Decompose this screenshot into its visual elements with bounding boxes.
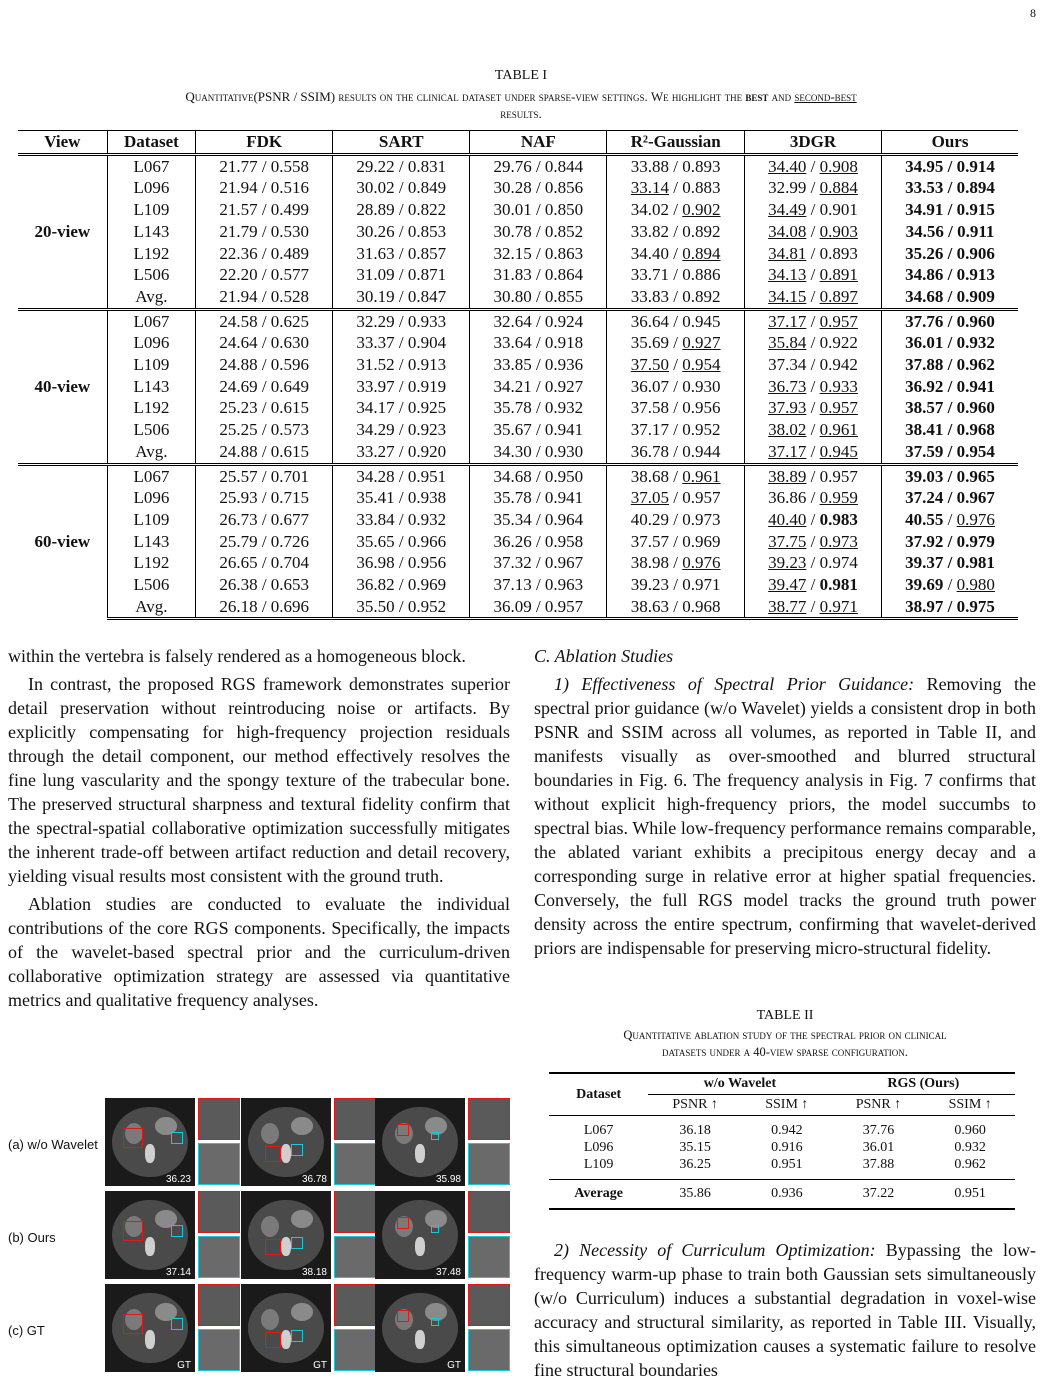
metric-cell: 34.08 / 0.903 <box>744 221 881 243</box>
metric-cell: 40.55 / 0.976 <box>882 509 1018 531</box>
metric-cell: 25.23 / 0.615 <box>196 397 333 419</box>
metric-cell: 38.68 / 0.961 <box>607 464 745 487</box>
metric-cell: 21.57 / 0.499 <box>196 199 333 221</box>
zoom-crop-red <box>334 1284 376 1326</box>
metric-cell: 34.13 / 0.891 <box>744 264 881 286</box>
metric-cell: 38.98 / 0.976 <box>607 552 745 574</box>
metric-cell: 38.77 / 0.971 <box>744 596 881 619</box>
table1-header-5: R²-Gaussian <box>607 131 745 155</box>
table2-row <box>549 1139 1015 1156</box>
dataset-cell: Avg. <box>135 286 168 306</box>
zoom-crop-red <box>198 1284 240 1326</box>
zoom-crop-red <box>468 1098 510 1140</box>
metric-cell: 26.73 / 0.677 <box>196 509 333 531</box>
metric-cell: 34.15 / 0.897 <box>744 286 881 309</box>
t2-metric-cell: 0.951 <box>771 1157 803 1172</box>
table1-header-row <box>18 131 1018 155</box>
metric-cell: 35.67 / 0.941 <box>470 419 607 441</box>
t2-metric-cell: 37.88 <box>862 1157 895 1172</box>
metric-cell: 24.64 / 0.630 <box>196 332 333 354</box>
table1-row <box>18 419 1018 441</box>
metric-cell: 34.02 / 0.902 <box>607 199 745 221</box>
metric-cell: 35.26 / 0.906 <box>882 243 1018 265</box>
dataset-cell: L067 <box>107 154 196 177</box>
table1-row <box>18 309 1018 332</box>
sub2-paragraph: 2) Necessity of Curriculum Optimization: Bypassing the low-frequency warm-up phase to train both Gaussian sets simultaneously (w/o Curriculum) induces a substantial degradation in voxel-wise accuracy and structural similarity, as reported in Table III. Visually, this simultaneous optimization causes a systematic failure to resolve fine structural boundaries <box>534 1240 1036 1380</box>
metric-cell: 33.64 / 0.918 <box>470 332 607 354</box>
table1-caption: Quantitative(PSNR / SSIM) results on the clinical dataset under sparse-view settings. We highlight the best and second-best results. <box>185 89 857 121</box>
section-heading: C. Ablation Studies <box>534 646 674 666</box>
figure-row-label: (b) Ours <box>8 1230 56 1245</box>
left-p2: In contrast, the proposed RGS framework demonstrates superior detail preservation without reintroducing noise or artifacts. By explicitly compensating for high-frequency projection residuals through the detail component, our method effectively resolves the fine lung vascularity and the spongy texture of the trabecular bone. The preserved structural sharpness and textural fidelity confirm that the spectral-spatial collaborative optimization successfully mitigates the inherent trade-off between artifact reduction and detail recovery, yielding visual results most consistent with the ground truth. <box>8 674 510 886</box>
right-column <box>534 644 1036 960</box>
metric-cell: 35.50 / 0.952 <box>333 596 470 619</box>
metric-cell: 37.32 / 0.967 <box>470 552 607 574</box>
table2-row <box>549 1116 1015 1140</box>
metric-cell: 36.92 / 0.941 <box>882 376 1018 398</box>
psnr-value-label: GT <box>313 1360 327 1371</box>
view-label: 40-view <box>18 309 107 464</box>
metric-cell: 40.29 / 0.973 <box>607 509 745 531</box>
dataset-cell: L109 <box>133 200 170 220</box>
metric-cell: 33.14 / 0.883 <box>607 177 745 199</box>
metric-cell: 35.65 / 0.966 <box>333 531 470 553</box>
table1-row <box>18 286 1018 309</box>
metric-cell: 31.83 / 0.864 <box>470 264 607 286</box>
t2-metric-cell: 35.15 <box>679 1140 711 1155</box>
metric-cell: 30.78 / 0.852 <box>470 221 607 243</box>
t2-metric-cell: 36.18 <box>679 1123 711 1138</box>
t2-group-rgs: RGS (Ours) <box>832 1073 1015 1095</box>
metric-cell: 37.13 / 0.963 <box>470 574 607 596</box>
metric-cell: 26.18 / 0.696 <box>196 596 333 619</box>
table1-row <box>18 464 1018 487</box>
psnr-value-label: GT <box>447 1360 461 1371</box>
figure-row-label: (a) w/o Wavelet <box>8 1137 98 1152</box>
t2-group-wavelet: w/o Wavelet <box>648 1073 831 1095</box>
metric-cell: 21.77 / 0.558 <box>196 154 333 177</box>
metric-cell: 36.78 / 0.944 <box>607 441 745 464</box>
metric-cell: 35.69 / 0.927 <box>607 332 745 354</box>
ct-slice-image <box>241 1098 331 1186</box>
metric-cell: 34.91 / 0.915 <box>882 199 1018 221</box>
left-p1: within the vertebra is falsely rendered as a homogeneous block. <box>8 646 466 666</box>
left-p3: Ablation studies are conducted to evaluate the individual contributions of the core RGS components. Specifically, the impacts of the wavelet-based spectral prior and the curriculum-driven collaborative optimization strategy are assessed via quantitative metrics and qualitative frequency analyses. <box>8 894 510 1010</box>
metric-cell: 34.68 / 0.950 <box>470 464 607 487</box>
metric-cell: 37.05 / 0.957 <box>607 487 745 509</box>
metric-cell: 34.68 / 0.909 <box>882 286 1018 309</box>
metric-cell: 24.69 / 0.649 <box>196 376 333 398</box>
metric-cell: 33.82 / 0.892 <box>607 221 745 243</box>
zoom-crop-cyan <box>198 1236 240 1278</box>
zoom-crop-cyan <box>334 1329 376 1371</box>
zoom-crop-cyan <box>198 1329 240 1371</box>
table1-header-4: NAF <box>470 131 607 155</box>
view-label: 20-view <box>18 154 107 309</box>
metric-cell: 38.02 / 0.961 <box>744 419 881 441</box>
metric-cell: 30.01 / 0.850 <box>470 199 607 221</box>
zoom-crop-cyan <box>468 1236 510 1278</box>
metric-cell: 24.88 / 0.596 <box>196 354 333 376</box>
metric-cell: 25.93 / 0.715 <box>196 487 333 509</box>
metric-cell: 33.53 / 0.894 <box>882 177 1018 199</box>
metric-cell: 33.84 / 0.932 <box>333 509 470 531</box>
dataset-cell: L192 <box>133 398 170 418</box>
dataset-cell: L096 <box>133 333 170 353</box>
ct-slice-image <box>105 1098 195 1186</box>
t2-avg-3: 37.22 <box>862 1186 895 1201</box>
zoom-crop-cyan <box>198 1143 240 1185</box>
dataset-cell: L192 <box>133 243 170 263</box>
t2-avg-label: Average <box>574 1186 623 1201</box>
psnr-value-label: 36.23 <box>165 1174 191 1185</box>
zoom-crop-cyan <box>468 1143 510 1185</box>
metric-cell: 30.02 / 0.849 <box>333 177 470 199</box>
ct-slice-image <box>241 1191 331 1279</box>
psnr-value-label: 37.48 <box>435 1267 461 1278</box>
metric-cell: 37.17 / 0.945 <box>744 441 881 464</box>
metric-cell: 22.36 / 0.489 <box>196 243 333 265</box>
t2-sub-0: PSNR ↑ <box>672 1097 718 1112</box>
table1-label: TABLE I <box>494 68 548 83</box>
metric-cell: 34.95 / 0.914 <box>882 154 1018 177</box>
metric-cell: 33.71 / 0.886 <box>607 264 745 286</box>
metric-cell: 26.38 / 0.653 <box>196 574 333 596</box>
table1-header-1: Dataset <box>107 131 196 155</box>
table1-row <box>18 221 1018 243</box>
metric-cell: 39.69 / 0.980 <box>882 574 1018 596</box>
metric-cell: 32.99 / 0.884 <box>744 177 881 199</box>
table2-caption: Quantitative ablation study of the spectral prior on clinical datasets under a 40-view sparse configuration. <box>623 1028 947 1059</box>
metric-cell: 25.57 / 0.701 <box>196 464 333 487</box>
metric-cell: 36.09 / 0.957 <box>470 596 607 619</box>
sub1-paragraph: 1) Effectiveness of Spectral Prior Guidance: Removing the spectral prior guidance (w/o Wavelet) yields a consistent drop in both PSNR and SSIM across all volumes, as reported in Table II, and manifests visually as over-smoothed and blurred structural boundaries in Fig. 6. The frequency analysis in Fig. 7 confirms that without explicit high-frequency priors, the model succumbs to spectral bias. While low-frequency performance remains comparable, the ablated variant exhibits a precipitous energy decay and a corresponding surge in relative error at higher spatial frequencies. Conversely, the full RGS model tracks the ground truth power density across the entire spectrum, confirming that wavelet-derived priors are indispensable for preserving micro-structural fidelity. <box>534 674 1036 958</box>
metric-cell: 34.56 / 0.911 <box>882 221 1018 243</box>
dataset-cell: L096 <box>133 488 170 508</box>
table1-row <box>18 509 1018 531</box>
table1-row <box>18 487 1018 509</box>
metric-cell: 21.79 / 0.530 <box>196 221 333 243</box>
t2-metric-cell: 36.01 <box>862 1140 895 1155</box>
table1-row <box>18 332 1018 354</box>
ct-slice-image <box>241 1284 331 1372</box>
metric-cell: 34.17 / 0.925 <box>333 397 470 419</box>
psnr-value-label: 36.78 <box>301 1174 327 1185</box>
ablation-table <box>549 1072 1015 1210</box>
results-table <box>18 130 1018 620</box>
ct-slice-image <box>105 1191 195 1279</box>
t2-metric-cell: 0.916 <box>771 1140 803 1155</box>
t2-metric-cell: 0.942 <box>771 1123 803 1138</box>
metric-cell: 39.03 / 0.965 <box>882 464 1018 487</box>
table1-row <box>18 264 1018 286</box>
zoom-crop-cyan <box>334 1236 376 1278</box>
metric-cell: 31.52 / 0.913 <box>333 354 470 376</box>
metric-cell: 38.57 / 0.960 <box>882 397 1018 419</box>
metric-cell: 25.25 / 0.573 <box>196 419 333 441</box>
metric-cell: 35.78 / 0.941 <box>470 487 607 509</box>
metric-cell: 32.15 / 0.863 <box>470 243 607 265</box>
zoom-crop-red <box>468 1191 510 1233</box>
dataset-cell: L096 <box>133 178 170 198</box>
psnr-value-label: GT <box>177 1360 191 1371</box>
metric-cell: 36.86 / 0.959 <box>744 487 881 509</box>
table1-row <box>18 441 1018 464</box>
metric-cell: 34.40 / 0.908 <box>744 154 881 177</box>
t2-metric-cell: 36.25 <box>679 1157 711 1172</box>
metric-cell: 36.98 / 0.956 <box>333 552 470 574</box>
table1-row <box>18 154 1018 177</box>
table1-row <box>18 574 1018 596</box>
metric-cell: 35.41 / 0.938 <box>333 487 470 509</box>
table1-header-3: SART <box>333 131 470 155</box>
metric-cell: 39.47 / 0.981 <box>744 574 881 596</box>
table1-header-2: FDK <box>196 131 333 155</box>
metric-cell: 36.73 / 0.933 <box>744 376 881 398</box>
metric-cell: 37.34 / 0.942 <box>744 354 881 376</box>
ct-slice-image <box>375 1284 465 1372</box>
metric-cell: 31.09 / 0.871 <box>333 264 470 286</box>
t2-sub-3: SSIM ↑ <box>948 1097 992 1112</box>
metric-cell: 37.92 / 0.979 <box>882 531 1018 553</box>
metric-cell: 37.17 / 0.952 <box>607 419 745 441</box>
dataset-cell: L109 <box>133 509 170 529</box>
metric-cell: 38.89 / 0.957 <box>744 464 881 487</box>
metric-cell: 24.58 / 0.625 <box>196 309 333 332</box>
metric-cell: 36.07 / 0.930 <box>607 376 745 398</box>
table1-row <box>18 376 1018 398</box>
metric-cell: 33.83 / 0.892 <box>607 286 745 309</box>
metric-cell: 31.63 / 0.857 <box>333 243 470 265</box>
metric-cell: 38.63 / 0.968 <box>607 596 745 619</box>
table1-row <box>18 199 1018 221</box>
metric-cell: 37.76 / 0.960 <box>882 309 1018 332</box>
page-number: 8 <box>1030 6 1036 20</box>
figure-row-label: (c) GT <box>8 1323 45 1338</box>
metric-cell: 37.24 / 0.967 <box>882 487 1018 509</box>
metric-cell: 32.29 / 0.933 <box>333 309 470 332</box>
t2-avg-4: 0.951 <box>954 1186 986 1201</box>
table1-row <box>18 177 1018 199</box>
view-label: 60-view <box>18 464 107 619</box>
metric-cell: 33.37 / 0.904 <box>333 332 470 354</box>
metric-cell: 38.97 / 0.975 <box>882 596 1018 619</box>
metric-cell: 37.58 / 0.956 <box>607 397 745 419</box>
zoom-crop-cyan <box>468 1329 510 1371</box>
metric-cell: 33.85 / 0.936 <box>470 354 607 376</box>
figure-6 <box>0 1098 520 1388</box>
metric-cell: 28.89 / 0.822 <box>333 199 470 221</box>
metric-cell: 37.93 / 0.957 <box>744 397 881 419</box>
left-column <box>8 644 510 1012</box>
table1-row <box>18 354 1018 376</box>
psnr-value-label: 35.98 <box>435 1174 461 1185</box>
dataset-cell: Avg. <box>107 596 196 619</box>
table1-header-6: 3DGR <box>744 131 881 155</box>
ct-slice-image <box>105 1284 195 1372</box>
metric-cell: 37.59 / 0.954 <box>882 441 1018 464</box>
metric-cell: 33.27 / 0.920 <box>333 441 470 464</box>
t2-metric-cell: 0.962 <box>954 1157 986 1172</box>
metric-cell: 34.81 / 0.893 <box>744 243 881 265</box>
metric-cell: 26.65 / 0.704 <box>196 552 333 574</box>
table1-header-0: View <box>18 131 107 155</box>
zoom-crop-red <box>198 1098 240 1140</box>
metric-cell: 34.49 / 0.901 <box>744 199 881 221</box>
metric-cell: 34.86 / 0.913 <box>882 264 1018 286</box>
metric-cell: 36.64 / 0.945 <box>607 309 745 332</box>
dataset-cell: L192 <box>133 553 170 573</box>
psnr-value-label: 37.14 <box>165 1267 191 1278</box>
metric-cell: 37.17 / 0.957 <box>744 309 881 332</box>
metric-cell: 34.40 / 0.894 <box>607 243 745 265</box>
metric-cell: 34.28 / 0.951 <box>333 464 470 487</box>
metric-cell: 21.94 / 0.516 <box>196 177 333 199</box>
metric-cell: 30.28 / 0.856 <box>470 177 607 199</box>
psnr-value-label: 38.18 <box>301 1267 327 1278</box>
zoom-crop-red <box>334 1191 376 1233</box>
dataset-cell: L109 <box>133 355 170 375</box>
dataset-cell: L067 <box>107 464 196 487</box>
ct-slice-image <box>375 1098 465 1186</box>
table2-row <box>549 1156 1015 1180</box>
zoom-crop-red <box>334 1098 376 1140</box>
zoom-crop-red <box>198 1191 240 1233</box>
t2-dataset-cell: L096 <box>583 1140 614 1155</box>
metric-cell: 29.22 / 0.831 <box>333 154 470 177</box>
t2-metric-cell: 37.76 <box>862 1123 895 1138</box>
dataset-cell: Avg. <box>135 441 168 461</box>
dataset-cell: L067 <box>107 309 196 332</box>
metric-cell: 36.01 / 0.932 <box>882 332 1018 354</box>
table1-header-7: Ours <box>882 131 1018 155</box>
dataset-cell: L143 <box>133 221 170 241</box>
metric-cell: 22.20 / 0.577 <box>196 264 333 286</box>
metric-cell: 39.37 / 0.981 <box>882 552 1018 574</box>
metric-cell: 30.26 / 0.853 <box>333 221 470 243</box>
right-column-2 <box>534 1238 1036 1382</box>
metric-cell: 36.82 / 0.969 <box>333 574 470 596</box>
metric-cell: 30.19 / 0.847 <box>333 286 470 309</box>
metric-cell: 35.84 / 0.922 <box>744 332 881 354</box>
metric-cell: 34.21 / 0.927 <box>470 376 607 398</box>
t2-avg-2: 0.936 <box>771 1186 803 1201</box>
metric-cell: 34.29 / 0.923 <box>333 419 470 441</box>
metric-cell: 40.40 / 0.983 <box>744 509 881 531</box>
table1-row <box>18 397 1018 419</box>
metric-cell: 33.97 / 0.919 <box>333 376 470 398</box>
dataset-cell: L506 <box>133 575 170 595</box>
metric-cell: 34.30 / 0.930 <box>470 441 607 464</box>
metric-cell: 33.88 / 0.893 <box>607 154 745 177</box>
metric-cell: 36.26 / 0.958 <box>470 531 607 553</box>
metric-cell: 29.76 / 0.844 <box>470 154 607 177</box>
metric-cell: 35.34 / 0.964 <box>470 509 607 531</box>
metric-cell: 32.64 / 0.924 <box>470 309 607 332</box>
table2-label: TABLE II <box>756 1008 814 1023</box>
dataset-cell: L143 <box>133 376 170 396</box>
t2-metric-cell: 0.932 <box>954 1140 986 1155</box>
table1-row <box>18 243 1018 265</box>
metric-cell: 35.78 / 0.932 <box>470 397 607 419</box>
metric-cell: 21.94 / 0.528 <box>196 286 333 309</box>
table1-row <box>18 552 1018 574</box>
t2-dataset-cell: L109 <box>583 1157 614 1172</box>
zoom-crop-red <box>468 1284 510 1326</box>
metric-cell: 37.50 / 0.954 <box>607 354 745 376</box>
metric-cell: 30.80 / 0.855 <box>470 286 607 309</box>
zoom-crop-cyan <box>334 1143 376 1185</box>
dataset-cell: L506 <box>133 265 170 285</box>
ct-slice-image <box>375 1191 465 1279</box>
metric-cell: 24.88 / 0.615 <box>196 441 333 464</box>
t2-dataset-cell: L067 <box>583 1123 614 1138</box>
table1-row <box>18 531 1018 553</box>
metric-cell: 39.23 / 0.974 <box>744 552 881 574</box>
metric-cell: 38.41 / 0.968 <box>882 419 1018 441</box>
t2-col-dataset: Dataset <box>576 1086 622 1102</box>
t2-metric-cell: 0.960 <box>954 1123 986 1138</box>
table1-row <box>18 596 1018 619</box>
metric-cell: 37.88 / 0.962 <box>882 354 1018 376</box>
metric-cell: 25.79 / 0.726 <box>196 531 333 553</box>
metric-cell: 37.57 / 0.969 <box>607 531 745 553</box>
t2-avg-1: 35.86 <box>679 1186 711 1201</box>
t2-sub-1: SSIM ↑ <box>765 1097 809 1112</box>
dataset-cell: L506 <box>133 420 170 440</box>
metric-cell: 39.23 / 0.971 <box>607 574 745 596</box>
dataset-cell: L143 <box>133 531 170 551</box>
t2-sub-2: PSNR ↑ <box>855 1097 902 1112</box>
metric-cell: 37.75 / 0.973 <box>744 531 881 553</box>
